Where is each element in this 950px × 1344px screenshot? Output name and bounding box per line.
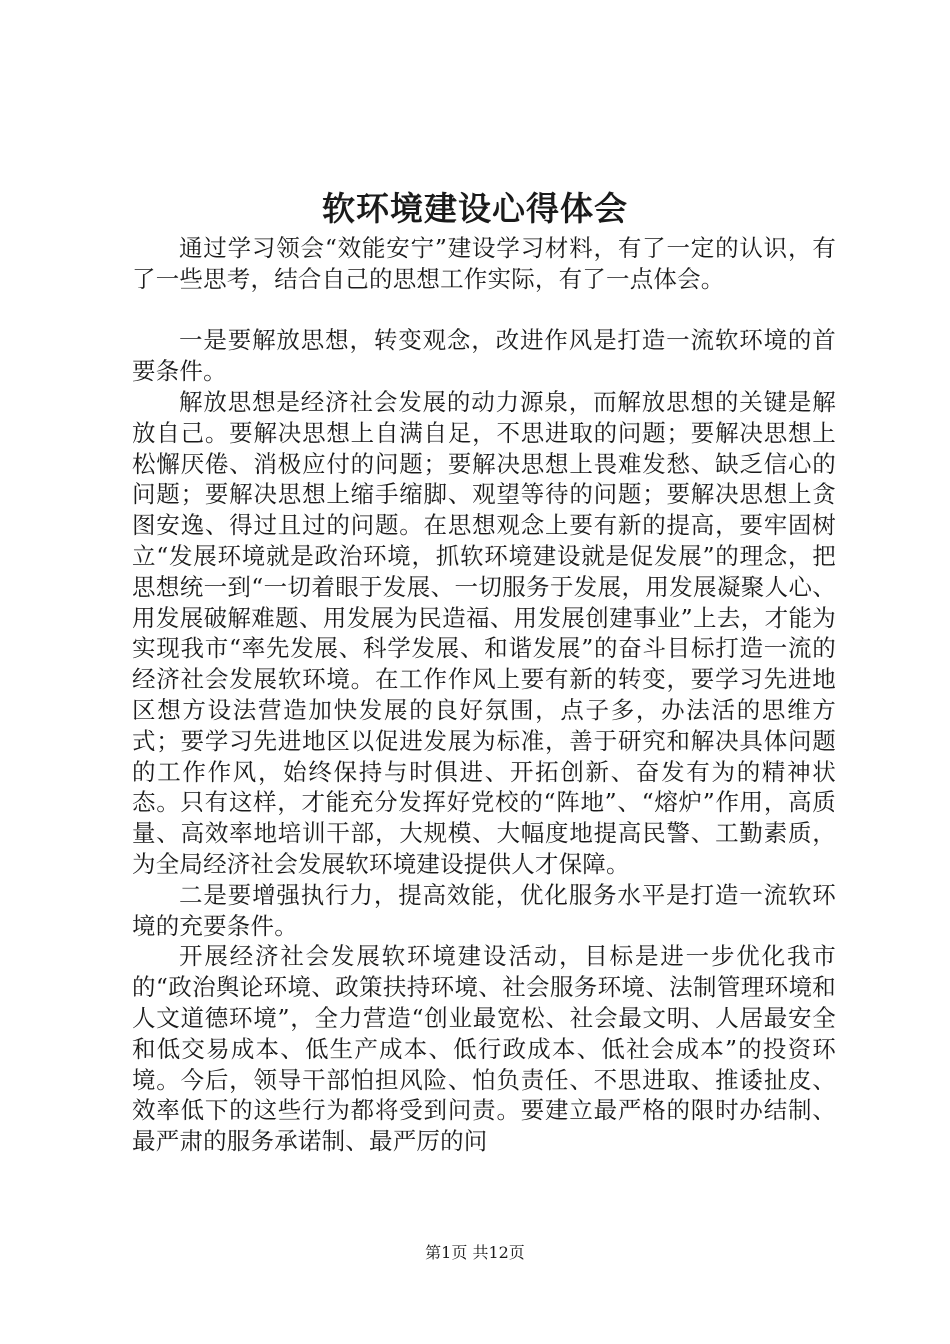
paragraph-intro: 通过学习领会“效能安宁”建设学习材料，有了一定的认识，有了一些思考，结合自己的思想工作实际，有了一点体会。: [132, 234, 836, 293]
document-title: 软环境建设心得体会: [322, 189, 628, 228]
paragraph-heading-2: 二是要增强执行力，提高效能，优化服务水平是打造一流软环境的充要条件。: [132, 880, 836, 940]
paragraph-body-1: 解放思想是经济社会发展的动力源泉，而解放思想的关键是解放自己。要解决思想上自满自足，不思进取的问题；要解决思想上松懈厌倦、消极应付的问题；要解决思想上畏难发愁、缺乏信心的问题；要解决思想上缩手缩脚、观望等待的问题；要解决思想上贪图安逸、得过且过的问题。在思想观念上要有新的提高，要牢固树立“发展环境就是政治环境，抓软环境建设就是促发展”的理念，把思想统一到“一切着眼于发展、一切服务于发展，用发展凝聚人心、用发展破解难题、用发展为民造福、用发展创建事业”上去，才能为实现我市“率先发展、科学发展、和谐发展”的奋斗目标打造一流的经济社会发展软环境。在工作作风上要有新的转变，要学习先进地区想方设法营造加快发展的良好氛围，点子多，办法活的思维方式；要学习先进地区以促进发展为标准，善于研究和解决具体问题的工作作风，始终保持与时俱进、开拓创新、奋发有为的精神状态。只有这样，才能充分发挥好党校的“阵地”、“熔炉”作用，高质量、高效率地培训干部，大规模、大幅度地提高民警、工勤素质，为全局经济社会发展软环境建设提供人才保障。: [132, 387, 836, 878]
paragraph-body-2: 开展经济社会发展软环境建设活动，目标是进一步优化我市的“政治舆论环境、政策扶持环境、社会服务环境、法制管理环境和人文道德环境”，全力营造“创业最宽松、社会最文明、人居最安全和低交易成本、低生产成本、低行政成本、低社会成本”的投资环境。今后，领导干部怕担风险、怕负责任、不思进取、推诿扯皮、效率低下的这些行为都将受到问责。要建立最严格的限时办结制、最严肃的服务承诺制、最严厉的问: [132, 942, 836, 1156]
document-body: [132, 233, 836, 1157]
paragraph-heading-1: 一是要解放思想，转变观念，改进作风是打造一流软环境的首要条件。: [132, 326, 836, 386]
page-number-footer: 第1页 共12页: [425, 1243, 525, 1262]
